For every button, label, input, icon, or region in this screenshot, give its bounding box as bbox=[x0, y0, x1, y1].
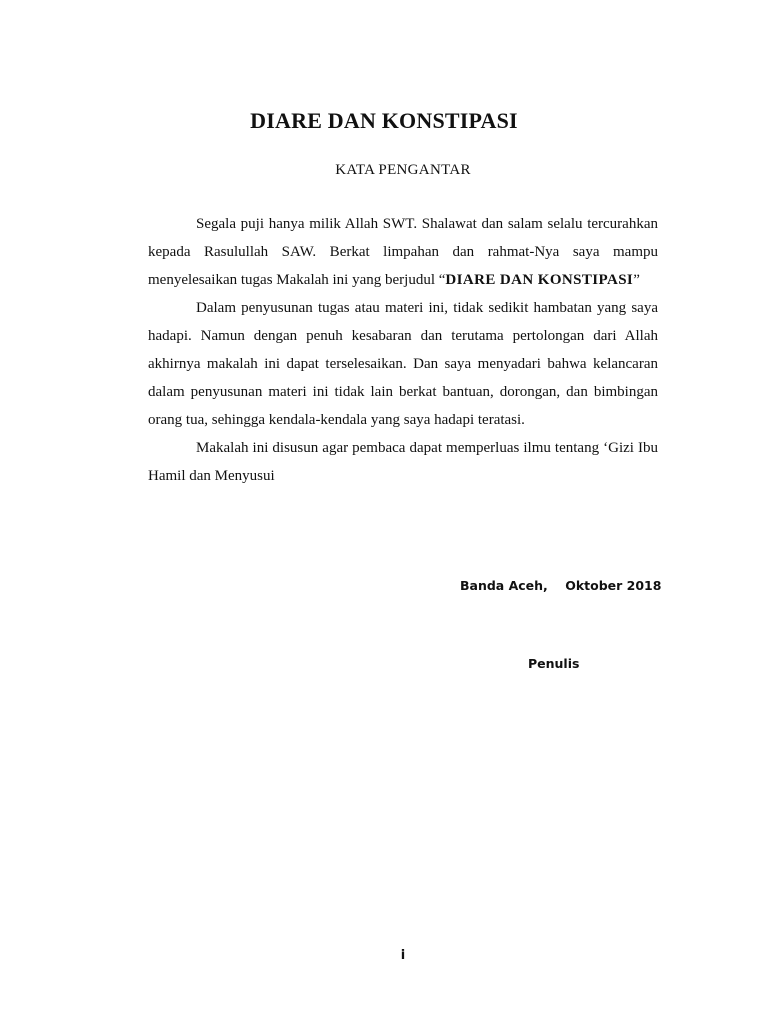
paragraph-1-bold-title: DIARE DAN KONSTIPASI bbox=[445, 272, 634, 288]
paragraph-1 bbox=[148, 210, 658, 294]
page-number: i bbox=[400, 948, 406, 963]
document-title: DIARE DAN KONSTIPASI bbox=[250, 108, 518, 133]
section-heading: KATA PENGANTAR bbox=[335, 162, 471, 178]
body-text bbox=[148, 210, 658, 490]
paragraph-2: Dalam penyusunan tugas atau materi ini, tidak sedikit hambatan yang saya hadapi. Namun dengan penuh kesabaran dan terutama pertolongan dari Allah akhirnya makalah ini dapat terselesaikan. Dan saya menyadari bahwa kelancaran dalam penyusunan materi ini tidak lain berkat bantuan, dorongan, dan bimbingan orang tua, sehingga kendala-kendala yang saya hadapi teratasi. bbox=[148, 300, 658, 428]
paragraph-1-text: Segala puji hanya milik Allah SWT. Shalawat dan salam selalu tercurahkan kepada Rasulullah SAW. Berkat limpahan dan rahmat-Nya saya mampu menyelesaikan tugas Makalah ini yang berjudul “ bbox=[148, 216, 658, 288]
paragraph-3: Makalah ini disusun agar pembaca dapat memperluas ilmu tentang ‘Gizi Ibu Hamil dan Menyusui bbox=[148, 440, 658, 484]
signature-place-date: Banda Aceh, Oktober 2018 bbox=[460, 578, 662, 593]
signature-role: Penulis bbox=[528, 656, 580, 671]
paragraph-1-closing-quote: ” bbox=[633, 272, 640, 288]
